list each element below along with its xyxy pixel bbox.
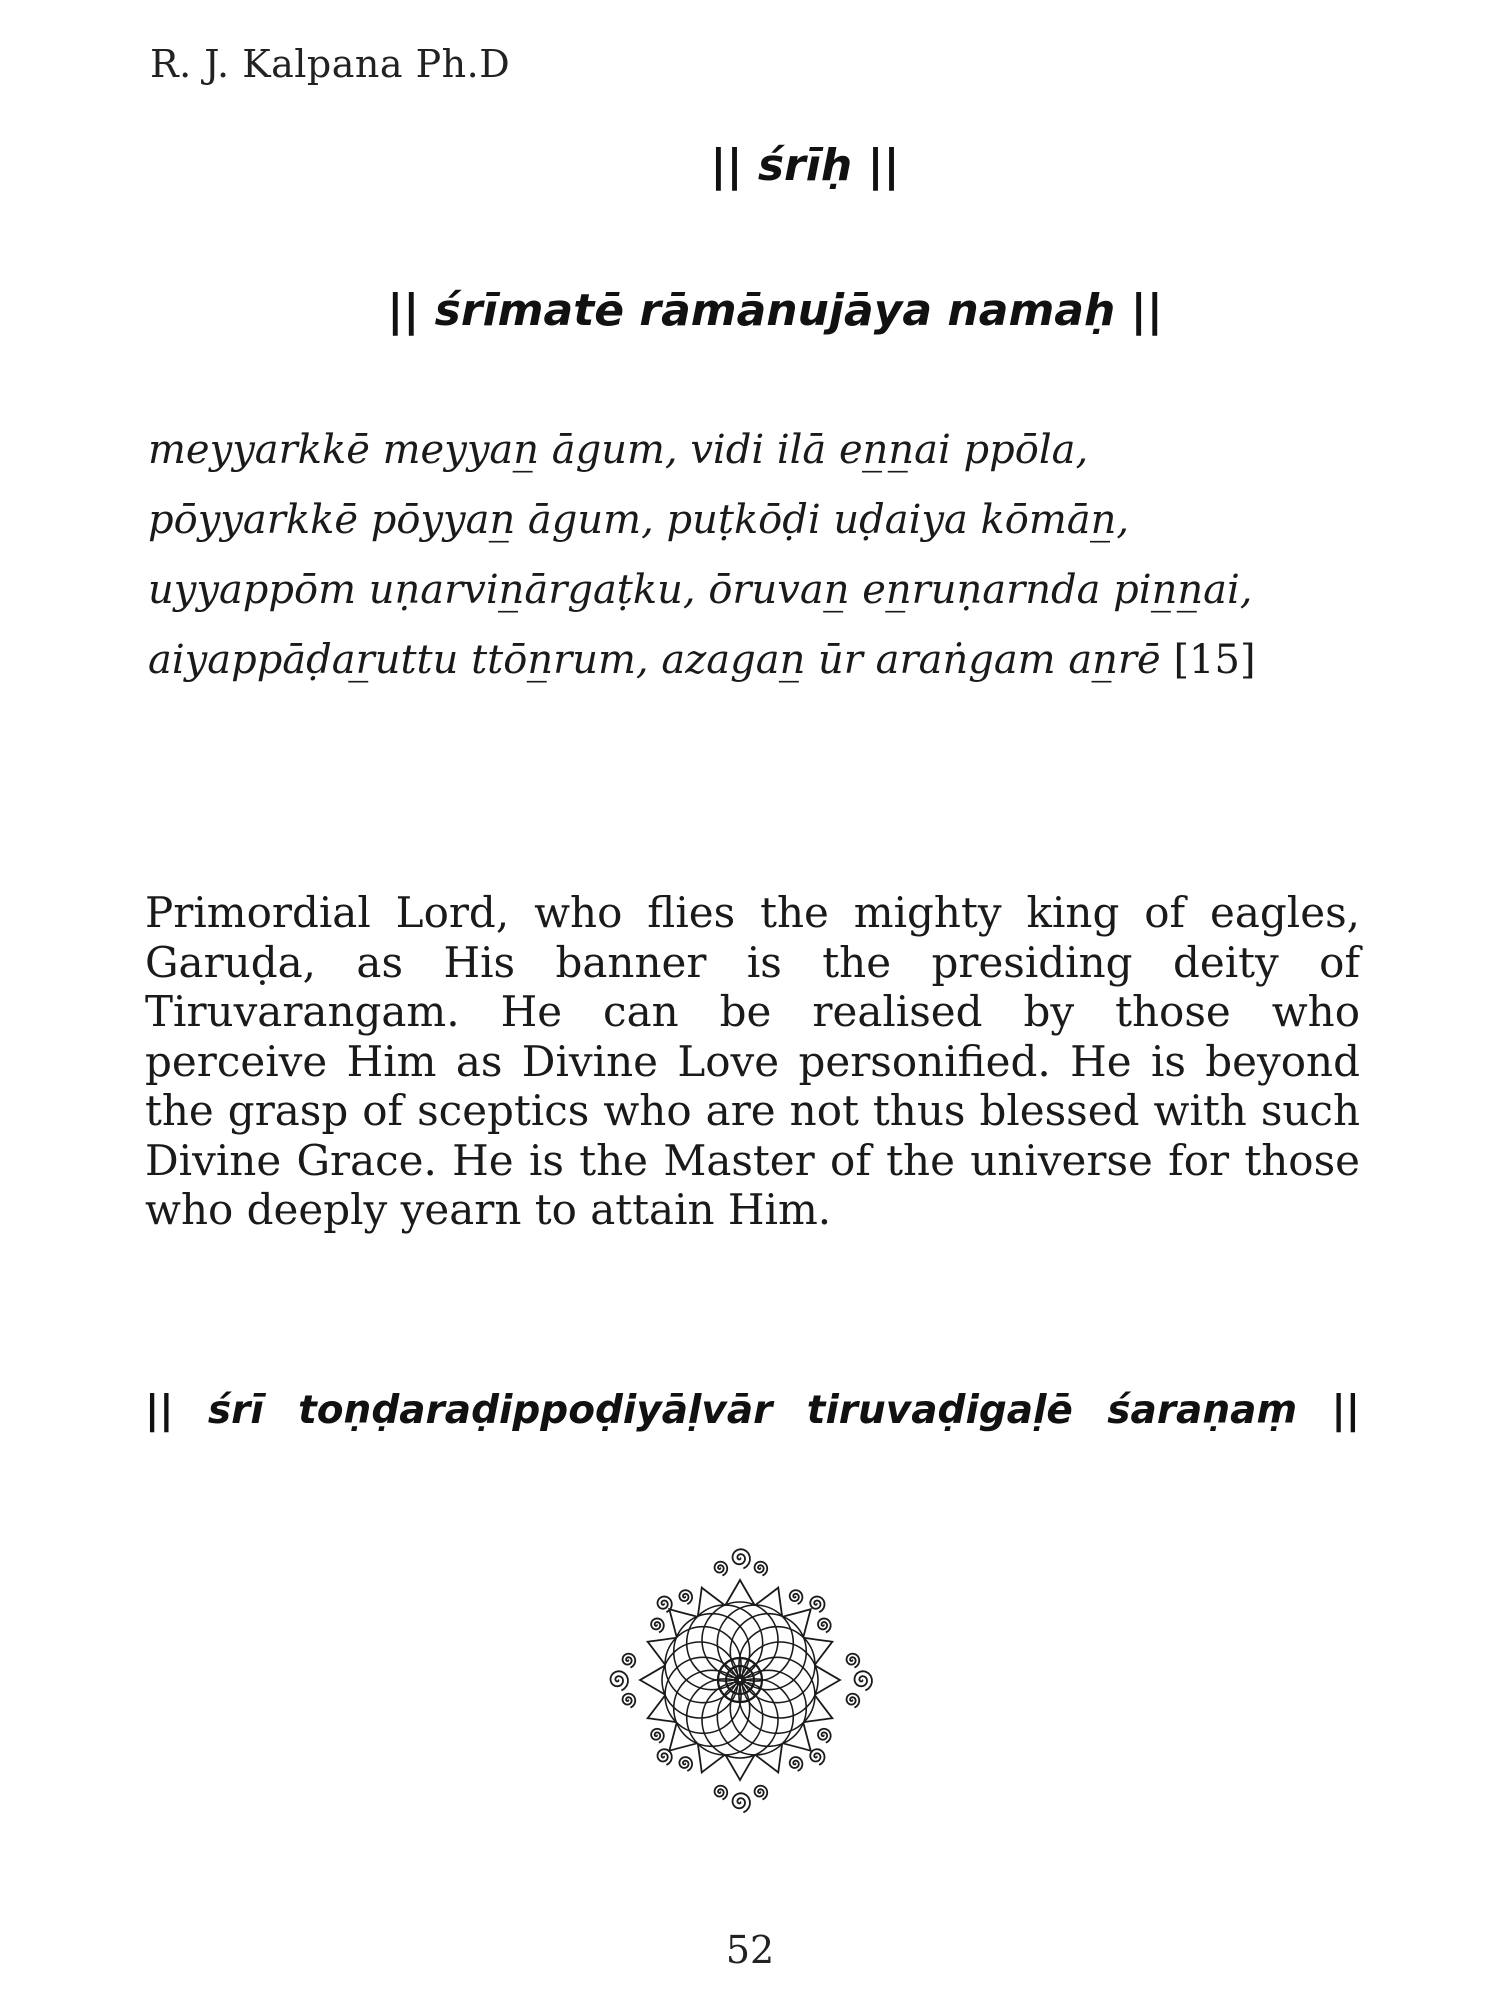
verse-line: meyyarkkē meyyan̲ āgum, vidi ilā en̲n̲ai ppōla,: [148, 427, 1089, 473]
verse-line: [148, 638, 1363, 682]
page-number: 52: [725, 1928, 775, 1972]
translation-paragraph: Primordial Lord, who flies the mighty king of eagles, Garuḍa, as His banner is the presiding deity of Tiruvarangam. He can be realised by those who perceive Him as Divine Love personified. He is beyond the grasp of sceptics who are not thus blessed with such Divine Grace. He is the Master of the universe for those who deeply yearn to attain Him.: [145, 888, 1360, 1234]
verse-line-text: aiyappāḍar̲uttu ttōn̲rum, azagan̲ ūr araṅgam an̲rē: [148, 637, 1161, 683]
verse-line: uyyappōm uṇarvin̲ārgaṭku, ōruvan̲ en̲ruṇarnda pin̲n̲ai,: [148, 567, 1253, 613]
verse-line: pōyyarkkē pōyyan̲ āgum, puṭkōḍi uḍaiya kōmān̲,: [148, 497, 1130, 543]
opening-invocation-ramanuja: || śrīmatē rāmānujāya namaḥ ||: [387, 285, 1163, 336]
opening-invocation-sri: || śrīḥ ||: [710, 140, 900, 191]
verse-number: [15]: [1173, 637, 1256, 683]
mandala-ornament-icon: [600, 1530, 880, 1830]
closing-invocation: || śrī toṇḍaraḍippoḍiyāḷvār tiruvaḍigaḷē śaraṇaṃ ||: [145, 1388, 1360, 1433]
running-head-author: R. J. Kalpana Ph.D: [150, 42, 511, 86]
verse-block: [148, 428, 1363, 708]
